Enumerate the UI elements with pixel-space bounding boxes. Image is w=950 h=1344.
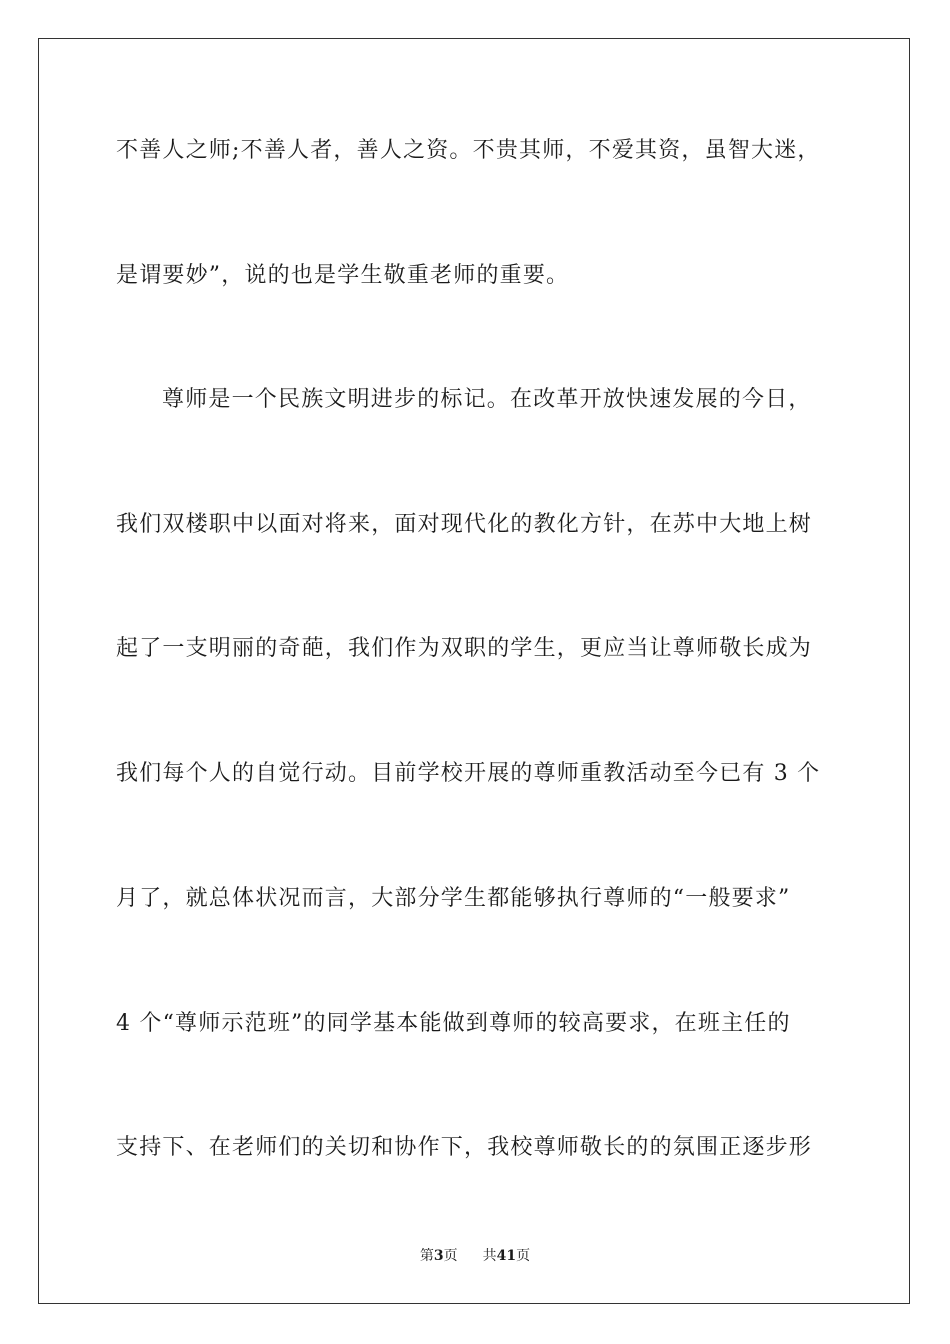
text-line-1: 不善人之师;不善人者，善人之资。不贵其师，不爱其资，虽智大迷， — [116, 138, 821, 163]
text-line-5: 起了一支明丽的奇葩，我们作为双职的学生，更应当让尊师敬长成为 — [116, 636, 813, 661]
total-prefix: 共 — [482, 1248, 497, 1264]
paragraph-start-line: 尊师是一个民族文明进步的标记。在改革开放快速发展的今日， — [162, 387, 812, 412]
total-pages: 41 — [496, 1248, 517, 1264]
page-footer — [0, 1246, 950, 1266]
page-suffix: 页 — [443, 1248, 458, 1264]
text-line-6: 我们每个人的自觉行动。目前学校开展的尊师重教活动至今已有 3 个 — [116, 761, 821, 786]
page-prefix: 第 — [419, 1248, 434, 1264]
total-suffix: 页 — [516, 1248, 531, 1264]
text-line-7: 月了，就总体状况而言，大部分学生都能够执行尊师的“一般要求” — [116, 886, 791, 911]
page-border — [38, 38, 910, 1304]
text-line-9: 支持下、在老师们的关切和协作下，我校尊师敬长的的氛围正逐步形 — [116, 1135, 813, 1160]
text-line-2: 是谓要妙”，说的也是学生敬重老师的重要。 — [116, 263, 570, 288]
text-line-8: 4 个“尊师示范班”的同学基本能做到尊师的较高要求，在班主任的 — [116, 1011, 791, 1036]
page-number: 3 — [433, 1248, 444, 1264]
text-line-4: 我们双楼职中以面对将来，面对现代化的教化方针，在苏中大地上树 — [116, 512, 813, 537]
